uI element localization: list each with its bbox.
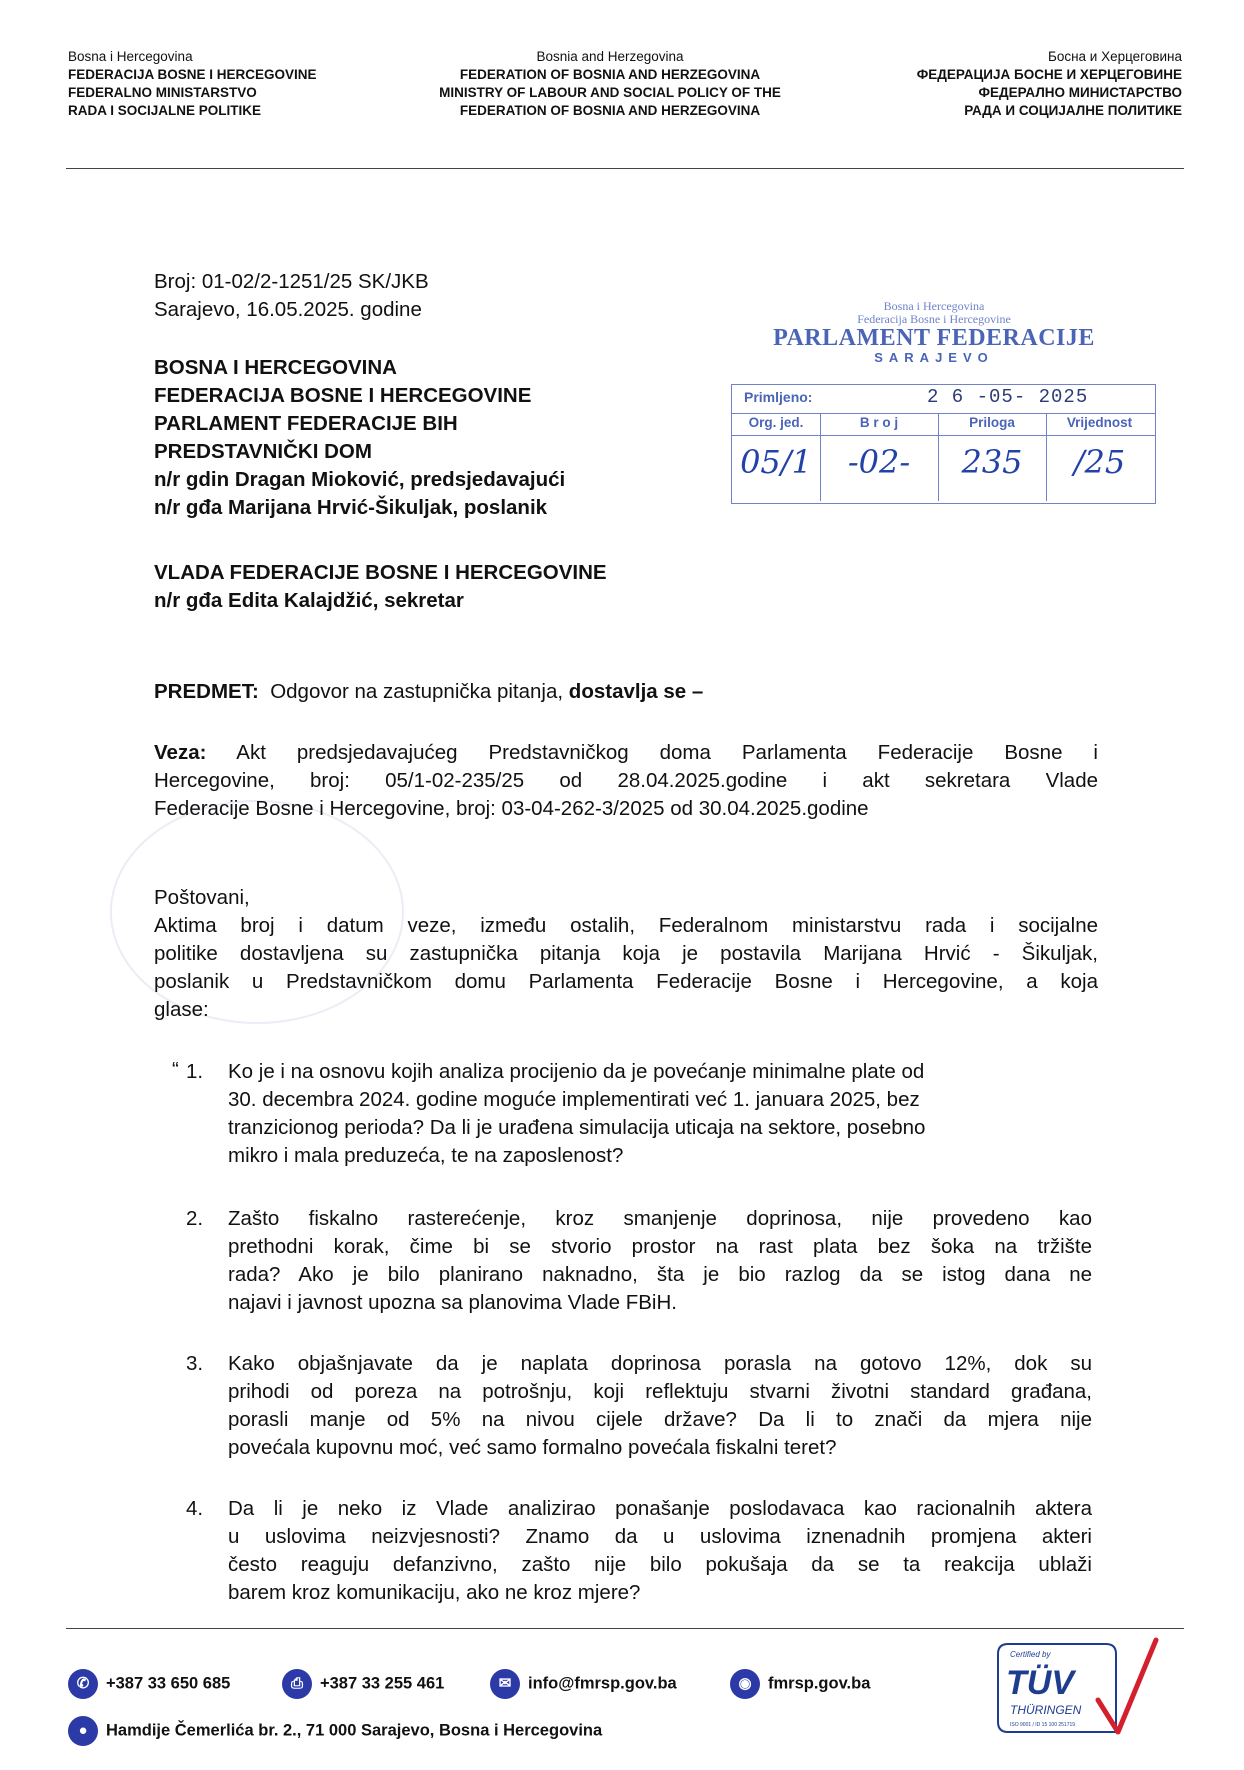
footer-address-text: Hamdije Čemerlića br. 2., 71 000 Sarajevo, Bosna i Hercegovina — [106, 1721, 603, 1740]
question-line: prethodni korak, čime bi se stvorio prostor na rast plata bez šoka na tržište — [228, 1235, 1092, 1258]
globe-icon: ◉ — [730, 1669, 760, 1699]
subject-label: PREDMET: — [154, 680, 259, 703]
footer-email[interactable] — [490, 1669, 677, 1699]
question-number: 1. — [186, 1060, 204, 1083]
stamp-hand-broj: -02- — [847, 443, 911, 481]
stamp-registry-box — [731, 384, 1156, 504]
recipient-line: FEDERACIJA BOSNE I HERCEGOVINE — [154, 384, 532, 407]
email-icon: ✉ — [490, 1669, 520, 1699]
tuv-checkmark-icon — [1098, 1640, 1156, 1732]
header-left-line: Bosna i Hercegovina — [68, 49, 193, 64]
header-left-line: FEDERALNO MINISTARSTVO — [68, 85, 257, 100]
subject-text: Odgovor na zastupnička pitanja, — [270, 680, 564, 703]
stamp-received-date: 2 6 -05- 2025 — [927, 386, 1089, 408]
question-line: Ko je i na osnovu kojih analiza procijenio da je povećanje minimalne plate od — [228, 1060, 925, 1083]
question-number: 4. — [186, 1497, 204, 1520]
veza-line: Akt predsjedavajućeg Predstavničkog doma Parlamenta Federacije Bosne i — [236, 741, 1098, 764]
question-line: tranzicionog perioda? Da li je urađena simulacija uticaja na sektore, posebno — [228, 1116, 926, 1139]
question-item — [186, 1205, 1092, 1317]
footer-phone-2-text: +387 33 255 461 — [320, 1674, 445, 1693]
header-right-sr — [917, 48, 1182, 120]
recipient-line: n/r gđa Edita Kalajdžić, sekretar — [154, 589, 464, 612]
recipient-line: PREDSTAVNIČKI DOM — [154, 440, 372, 463]
question-line: povećala kupovnu moć, već samo formalno povećala fiskalni teret? — [228, 1436, 837, 1459]
reference-place-date: Sarajevo, 16.05.2025. godine — [154, 298, 422, 321]
veza-label: Veza: — [154, 741, 207, 764]
subject-line — [154, 678, 1098, 706]
tuv-badge-graphic — [980, 1628, 1170, 1748]
opening-quote: “ — [172, 1058, 179, 1081]
phone-icon: ✆ — [68, 1669, 98, 1699]
question-line: porasli manje od 5% na nivou cijele države? Da li to znači da mjera nije — [228, 1408, 1092, 1431]
recipient-line: PARLAMENT FEDERACIJE BIH — [154, 412, 458, 435]
header-left-bs — [68, 48, 317, 120]
tuv-certified-label: Certified by — [1010, 1650, 1051, 1659]
question-line: barem kroz komunikaciju, ako ne kroz mjere? — [228, 1581, 641, 1604]
question-line: često reaguju defanzivno, zašto nije bilo pokušaja da se ta reakcija ublaži — [228, 1553, 1092, 1576]
question-item — [186, 1350, 1092, 1462]
tuv-certification-badge — [980, 1628, 1170, 1748]
reference-number: Broj: 01-02/2-1251/25 SK/JKB — [154, 270, 429, 293]
stamp-hand-vrijednost: /25 — [1073, 443, 1126, 481]
question-line: mikro i mala preduzeća, te na zaposlenost? — [228, 1144, 624, 1167]
tuv-region: THÜRINGEN — [1010, 1703, 1082, 1717]
recipient-line: BOSNA I HERCEGOVINA — [154, 356, 397, 379]
question-line: 30. decembra 2024. godine moguće implementirati već 1. januara 2025, bez — [228, 1088, 920, 1111]
question-number: 3. — [186, 1352, 204, 1375]
footer-phone-1-text: +387 33 650 685 — [106, 1674, 231, 1693]
footer-web-text: fmrsp.gov.ba — [768, 1674, 871, 1693]
header-right-line: ФЕДЕРАЛНО МИНИСТАРСТВО — [978, 85, 1182, 100]
header-center-line: Bosnia and Herzegovina — [536, 49, 684, 64]
question-item — [186, 1495, 1092, 1607]
stamp-city: SARAJEVO — [874, 350, 994, 365]
intro-line: Aktima broj i datum veze, između ostalih, Federalnom ministarstvu rada i socijalne — [154, 914, 1098, 937]
header-center-line: FEDERATION OF BOSNIA AND HERZEGOVINA — [459, 67, 761, 82]
stamp-line-2: Federacija Bosne i Hercegovine — [857, 312, 1011, 326]
question-line: u uslovima neizvjesnosti? Znamo da u uslovima iznenadnih promjena akteri — [228, 1525, 1092, 1548]
intro-line: poslanik u Predstavničkom domu Parlamenta Federacije Bosne i Hercegovine, a koja — [154, 970, 1098, 993]
location-pin-icon: ● — [68, 1716, 98, 1746]
veza-line: Federacije Bosne i Hercegovine, broj: 03-04-262-3/2025 od 30.04.2025.godine — [154, 797, 869, 820]
footer-email-text: info@fmrsp.gov.ba — [528, 1674, 677, 1693]
header-left-line: FEDERACIJA BOSNE I HERCEGOVINE — [68, 67, 317, 82]
header-divider — [66, 168, 1184, 169]
footer-web[interactable] — [730, 1669, 870, 1699]
header-center-line: MINISTRY OF LABOUR AND SOCIAL POLICY OF THE — [439, 85, 781, 100]
subject-bold-tail: dostavlja se – — [568, 680, 704, 703]
question-line: najavi i javnost upozna sa planovima Vlade FBiH. — [228, 1291, 677, 1314]
intro-paragraph — [154, 912, 1098, 1024]
header-left-line: RADA I SOCIJALNE POLITIKE — [68, 103, 262, 118]
intro-line: politike dostavljena su zastupnička pitanja koja je postavila Marijana Hrvić - Šikuljak, — [154, 942, 1098, 965]
recipient-line: n/r gđa Marijana Hrvić-Šikuljak, poslanik — [154, 496, 548, 519]
footer-phone-1[interactable] — [68, 1669, 230, 1699]
stamp-col-org: Org. jed. — [748, 415, 804, 430]
question-line: Kako objašnjavate da je naplata doprinosa porasla na gotovo 12%, dok su — [228, 1352, 1092, 1375]
question-line: Da li je neko iz Vlade analizirao ponašanje poslodavaca kao racionalnih aktera — [228, 1497, 1092, 1520]
stamp-hand-org: 05/1 — [740, 443, 812, 481]
footer-phone-2[interactable] — [282, 1669, 444, 1699]
intro-line: glase: — [154, 998, 209, 1021]
question-number: 2. — [186, 1207, 204, 1230]
header-center-en — [400, 48, 820, 120]
stamp-title: PARLAMENT FEDERACIJE — [773, 325, 1095, 351]
question-line: rada? Ako je bilo planirano naknadno, šta je bio razlog da se istog dana ne — [228, 1263, 1092, 1286]
stamp-line-1: Bosna i Hercegovina — [883, 299, 985, 313]
recipient-line: n/r gdin Dragan Mioković, predsjedavajući — [154, 468, 566, 491]
stamp-col-vrijednost: Vrijednost — [1066, 415, 1133, 430]
stamp-received-label: Primljeno: — [744, 389, 813, 405]
question-line: Zašto fiskalno rasterećenje, kroz smanjenje doprinosa, nije provedeno kao — [228, 1207, 1092, 1230]
veza-line: Hercegovine, broj: 05/1-02-235/25 od 28.04.2025.godine i akt sekretara Vlade — [154, 769, 1098, 792]
header-right-line: Босна и Херцеговина — [1047, 49, 1182, 64]
stamp-hand-priloga: 235 — [961, 443, 1023, 481]
veza-block — [154, 739, 1098, 823]
tuv-small-print: ISO 9001 / ID 15 100 251719 — [1010, 1722, 1076, 1728]
header-right-line: РАДА И СОЦИЈАЛНЕ ПОЛИТИКЕ — [964, 103, 1182, 118]
tuv-brand: TÜV — [1006, 1664, 1074, 1702]
greeting: Poštovani, — [154, 886, 250, 909]
header-right-line: ФЕДЕРАЦИЈА БОСНЕ И ХЕРЦЕГОВИНЕ — [916, 67, 1182, 82]
stamp-col-broj: B r o j — [859, 415, 899, 430]
stamp-col-priloga: Priloga — [969, 415, 1015, 430]
parliament-received-stamp — [724, 299, 1144, 481]
question-item — [186, 1058, 1092, 1170]
header-center-line: FEDERATION OF BOSNIA AND HERZEGOVINA — [459, 103, 761, 118]
question-line: prihodi od poreza na potrošnju, koji reflektuju stvarni životni standard građana, — [228, 1380, 1092, 1403]
recipient-line: VLADA FEDERACIJE BOSNE I HERCEGOVINE — [154, 561, 607, 584]
fax-icon: ⎙ — [282, 1669, 312, 1699]
recipients-block-2 — [154, 559, 1098, 615]
footer-address — [68, 1716, 602, 1746]
